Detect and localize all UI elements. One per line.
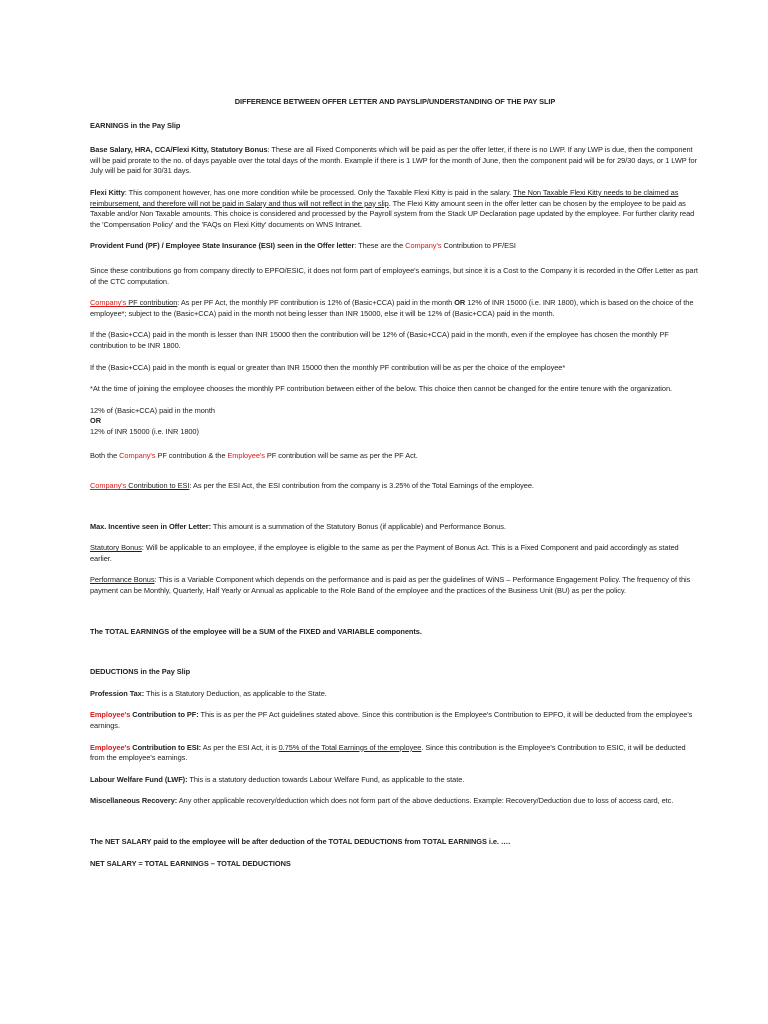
company-esi-company: Company's [90,481,127,491]
employee-esi-label: Contribution to ESI: [130,742,202,752]
contributions-paragraph: Since these contributions go from company directly to EPFO/ESIC, it does not form part of employee's earnings, but since it is a Cost to the Company it is recorded in the Offer Letter as part of the CTC computation. [90,265,698,286]
lwf-text: This is a statutory deduction towards Labour Welfare Fund, as applicable to the state. [187,774,465,784]
performance-bonus-label: Performance Bonus [90,575,155,585]
lesser-paragraph: If the (Basic+CCA) paid in the month is lesser than INR 15000 then the contribution will be 12% of (Basic+CCA) paid in the month, even if the employee has chosen the monthly PF contribution to be INR 1800. [90,330,669,350]
both-text-2: PF contribution & the [155,451,228,461]
performance-bonus-text: : This is a Variable Component which depends on the performance and is paid as per the guidelines of WiNS – Performance Engagement Policy. The frequency of this payment can be Monthly, Quarterly, Half Yearly or Annual as applicable to the Role Band of the employee and the practices of the Business Unit (BU) as per the policy. [90,575,691,596]
profession-tax-paragraph [90,689,700,700]
pf-esi-company: Company's [405,241,442,251]
employee-esi-underlined: 0.75% of the Total Earnings of the employee [278,742,422,752]
net-salary-formula: NET SALARY = TOTAL EARNINGS – TOTAL DEDUCTIONS [90,858,291,868]
flexi-kitty-paragraph [90,188,700,230]
base-salary-label: Base Salary, HRA, CCA/Flexi Kitty, Statutory Bonus [90,145,268,155]
pf-esi-label: Provident Fund (PF) / Employee State Insurance (ESI) seen in the Offer letter [90,241,355,251]
company-esi-label: Contribution to ESI [126,481,190,491]
company-pf-text-1: : As per PF Act, the monthly PF contribution is 12% of (Basic+CCA) paid in the month [177,298,455,308]
choice-2: 12% of INR 15000 (i.e. INR 1800) [90,426,199,436]
employee-pf-paragraph [90,710,700,731]
misc-recovery-text: Any other applicable recovery/deduction which does not form part of the above deductions. Example: Recovery/Deduction due to loss of access card, etc. [177,796,674,806]
pf-esi-paragraph [90,241,700,252]
company-pf-company: Company's [90,298,127,308]
company-pf-or: OR [454,298,466,308]
net-salary-statement: The NET SALARY paid to the employee will be after deduction of the TOTAL DEDUCTIONS from TOTAL EARNINGS i.e. …. [90,836,511,846]
max-incentive-label: Max. Incentive seen in Offer Letter: [90,521,212,531]
employee-esi-paragraph [90,743,700,764]
flexi-kitty-underlined: The Non Taxable Flexi Kitty needs to be claimed as reimbursement, and therefore will not be paid in Salary and thus will not reflect in the pay slip [90,187,679,208]
company-pf-paragraph [90,298,700,319]
company-esi-paragraph [90,481,700,492]
choice-or: OR [90,416,101,426]
statutory-bonus-label: Statutory Bonus [90,543,142,553]
flexi-kitty-label: Flexi Kitty [90,187,125,197]
company-pf-text-2: 12% of INR 15000 (i.e. INR 1800), which is based on the choice of the employee*; subject to the (Basic+CCA) paid in the month not being lesser than INR 15000, else it will be 12% of (Basic+CCA) paid in the month. [90,298,694,318]
both-employee: Employee's [227,451,265,461]
flexi-kitty-text-1: : This component however, has one more condition while be processed. Only the Taxable Flexi Kitty is paid in the salary. [124,187,513,197]
choice-1: 12% of (Basic+CCA) paid in the month [90,405,215,415]
employee-esi-text-1: As per the ESI Act, it is [201,742,279,752]
statutory-bonus-text: : Will be applicable to an employee, if the employee is eligible to the same as per the Payment of Bonus Act. This is a Fixed Component and paid accordingly as stated earlier. [90,543,679,563]
employee-pf-employee: Employee's [90,710,131,720]
profession-tax-label: Profession Tax: [90,688,145,698]
misc-recovery-paragraph [90,796,700,807]
employee-pf-text: This is as per the PF Act guidelines stated above. Since this contribution is the Employee's Contribution to EPFO, it will be deducted from the employee's earnings. [90,710,693,730]
equal-paragraph: If the (Basic+CCA) paid in the month is equal or greater than INR 15000 then the monthly PF contribution will be as per the choice of the employee* [90,362,566,372]
lwf-paragraph [90,775,700,786]
both-paragraph [90,451,700,462]
document-title: DIFFERENCE BETWEEN OFFER LETTER AND PAYSLIP/UNDERSTANDING OF THE PAY SLIP [234,97,556,106]
both-company: Company's [119,451,156,461]
lwf-label: Labour Welfare Fund (LWF): [90,774,188,784]
employee-pf-label: Contribution to PF: [130,710,199,720]
both-text-3: PF contribution will be same as per the PF Act. [264,451,418,461]
performance-bonus-paragraph [90,575,700,596]
company-pf-label: PF contribution [126,298,178,308]
total-earnings-statement: The TOTAL EARNINGS of the employee will be a SUM of the FIXED and VARIABLE components. [90,626,422,636]
misc-recovery-label: Miscellaneous Recovery: [90,796,178,806]
employee-esi-text-2: . Since this contribution is the Employee's Contribution to ESIC, it will be deducted from the employee's earnings. [90,742,686,763]
max-incentive-text: This amount is a summation of the Statutory Bonus (if applicable) and Performance Bonus. [211,521,506,531]
footnote-paragraph: *At the time of joining the employee chooses the monthly PF contribution between either of the below. This choice then cannot be changed for the entire tenure with the organization. [90,384,673,394]
employee-esi-employee: Employee's [90,742,131,752]
earnings-heading: EARNINGS in the Pay Slip [90,120,181,130]
flexi-kitty-text-2: . The Flexi Kitty amount seen in the offer letter can be chosen by the employee to be paid as Taxable and/or Non Taxable amounts. This choice is considered and processed by the Payroll system from the Stack UP Declaration page updated by the employee. For further clarity read the 'Compensation Policy' and the 'FAQs on Flexi Kitty' documents on WNS Intranet. [90,198,695,229]
profession-tax-text: This is a Statutory Deduction, as applicable to the State. [144,688,327,698]
deductions-heading: DEDUCTIONS in the Pay Slip [90,667,191,677]
both-text-1: Both the [90,451,120,461]
statutory-bonus-paragraph [90,543,700,564]
pf-esi-text-1: : These are the [354,241,406,251]
max-incentive-paragraph [90,522,700,533]
base-salary-text: : These are all Fixed Components which will be paid as per the offer letter, if there is no LWP. If any LWP is due, then the component will be paid prorate to the no. of days payable over the total days of the month. Example if there is 1 LWP for the month of June, then the component paid will be for 29/30 days, or 1 LWP for July will be paid for 30/31 days. [90,145,697,176]
company-esi-text: : As per the ESI Act, the ESI contribution from the company is 3.25% of the Total Earnings of the employee. [189,481,534,491]
base-salary-paragraph [90,145,700,177]
pf-esi-text-2: Contribution to PF/ESI [441,241,516,251]
